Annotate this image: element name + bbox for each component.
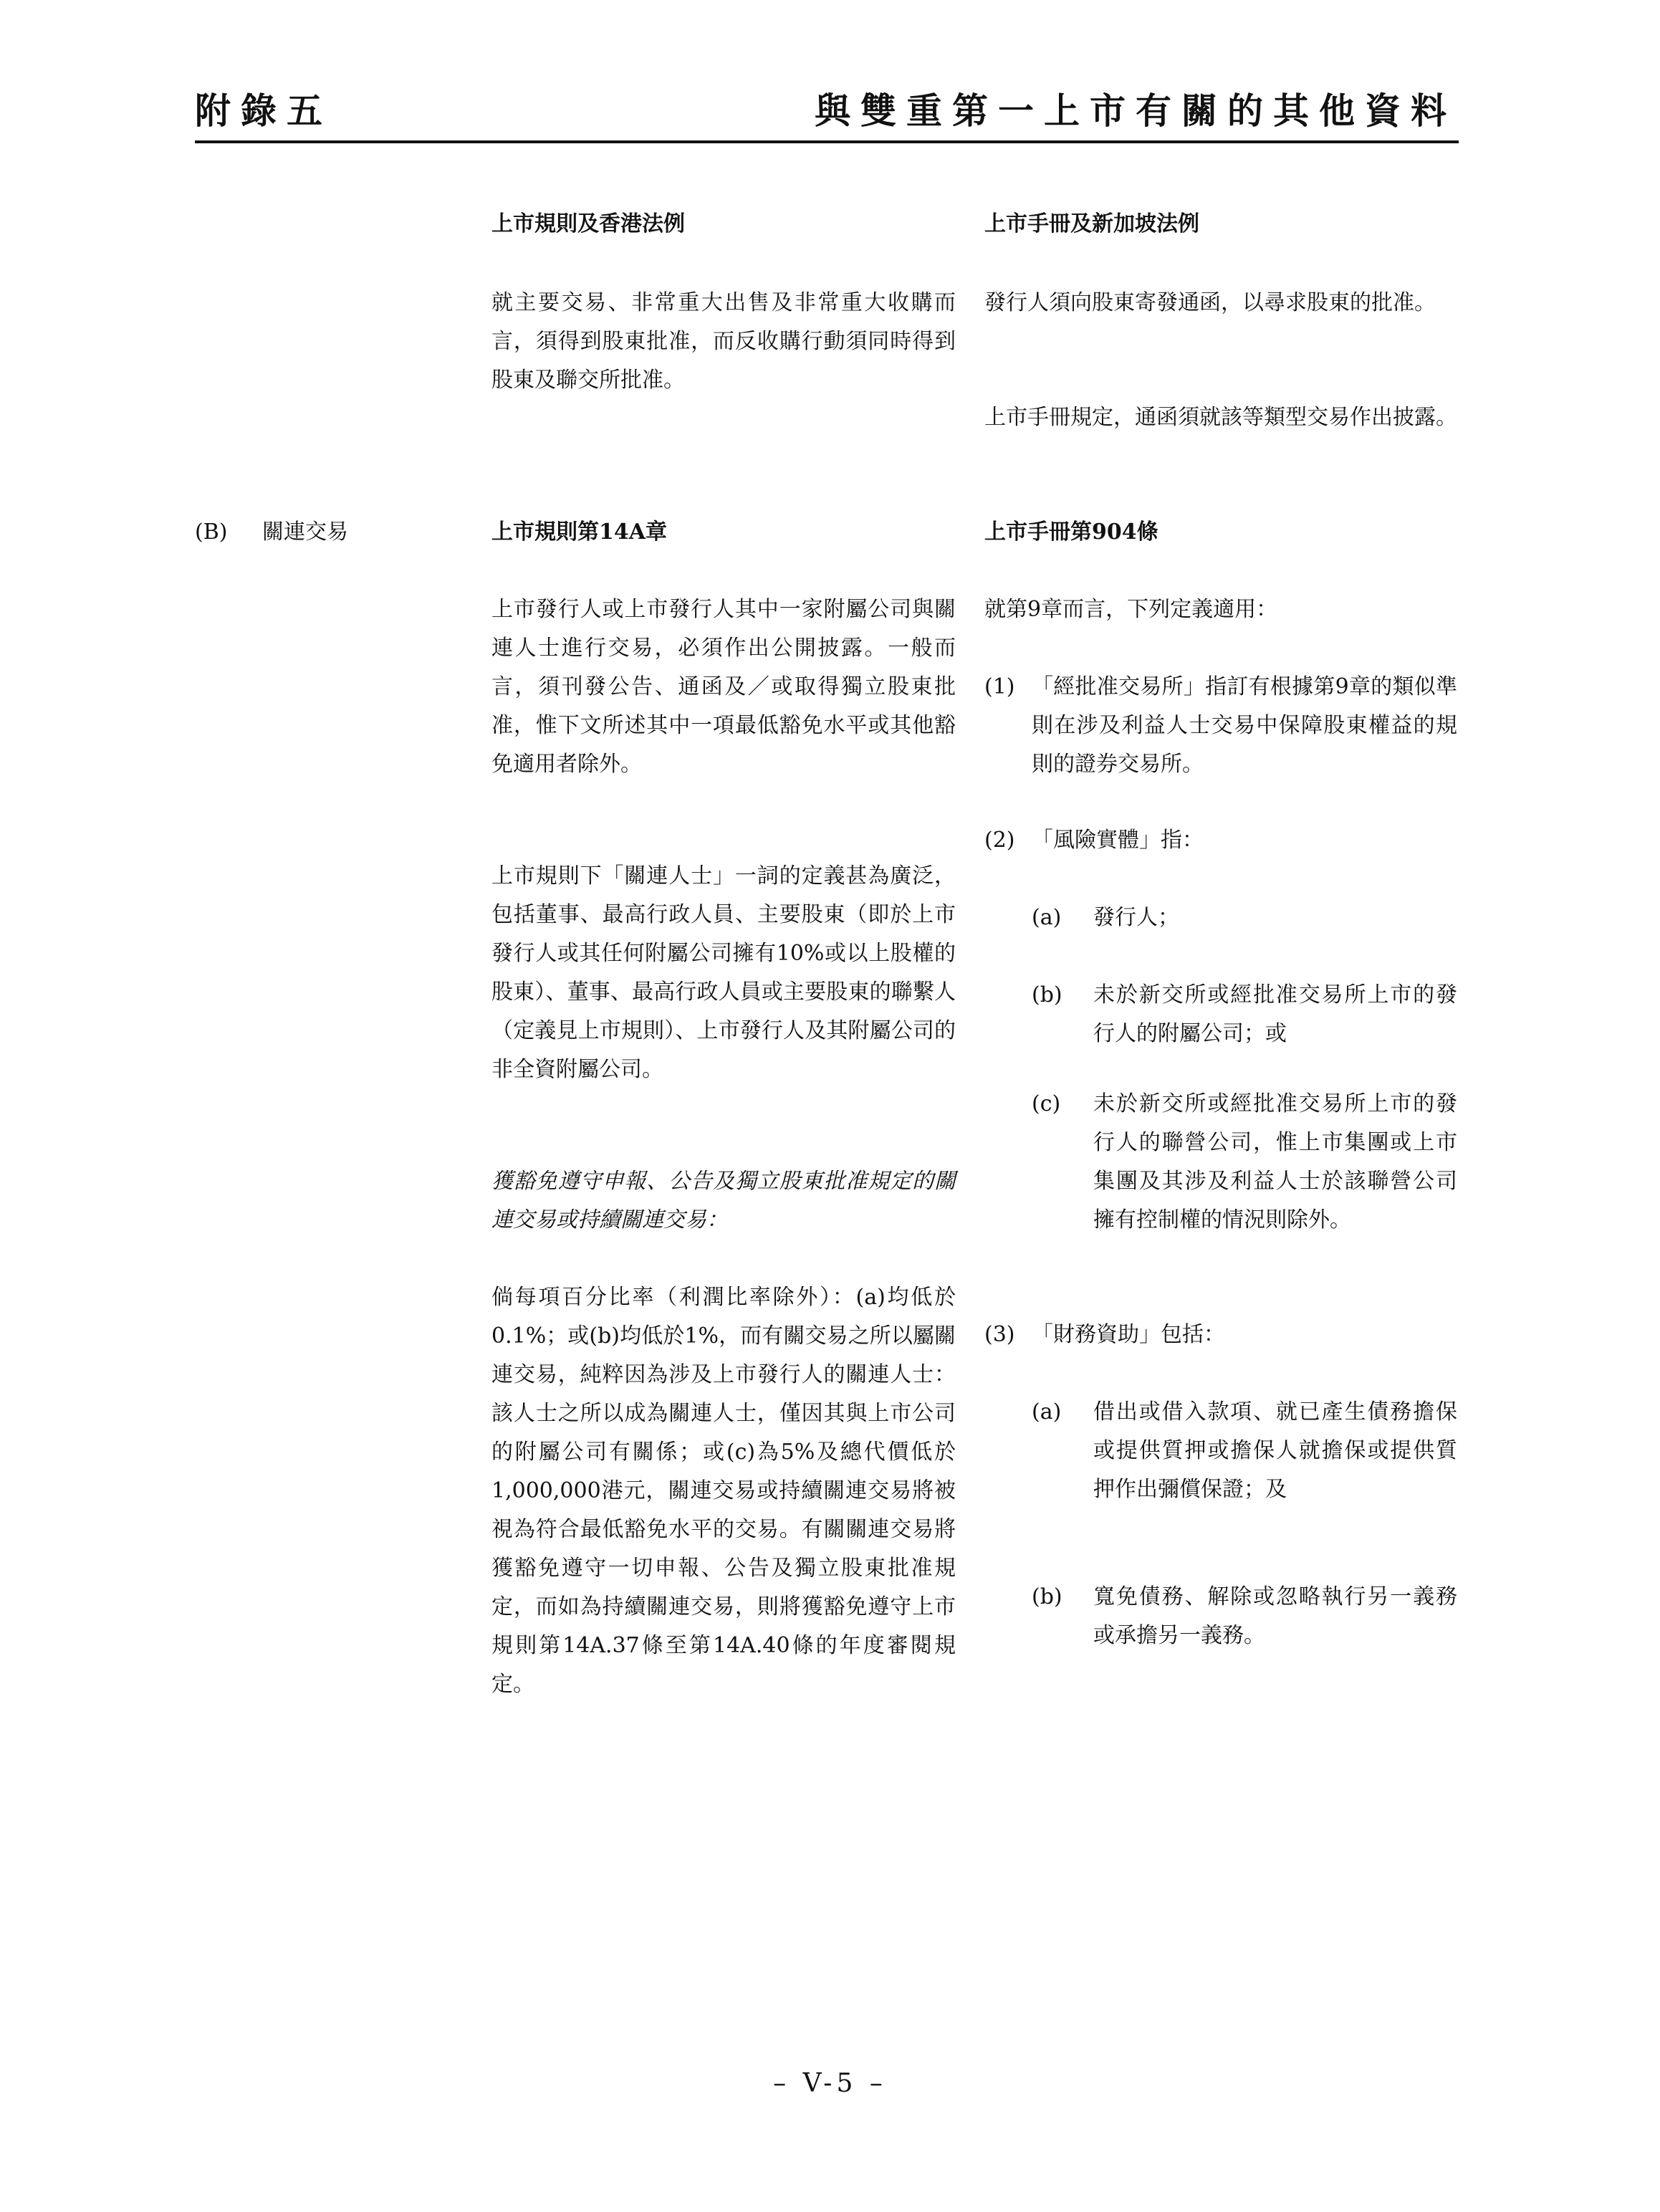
- page-number: – V-5 –: [773, 2069, 887, 2098]
- list-item-text: 發行人；: [1093, 905, 1179, 930]
- section-b-title: 關連交易: [262, 520, 348, 545]
- list-item-label: (a): [1032, 1399, 1062, 1425]
- connected-transactions-paragraph: 上市發行人或上市發行人其中一家附屬公司與關連人士進行交易，必須作出公開披露。一般而言，須刊發公告、通函及／或取得獨立股東批准，惟下文所述其中一項最低豁免水平或其他豁免適用者除外。: [491, 597, 956, 777]
- definitions-intro: 就第9章而言，下列定義適用：: [984, 597, 1278, 622]
- list-item-text: 未於新交所或經批准交易所上市的發行人的附屬公司；或: [1093, 982, 1457, 1046]
- hk-chapter-14a-heading: 上市規則第14A章: [491, 520, 668, 545]
- list-item-label: (a): [1032, 905, 1062, 930]
- definition-text: 「經批准交易所」指訂有根據第9章的類似準則在涉及利益人士交易中保障股東權益的規則的證券交易所。: [1032, 674, 1457, 777]
- definition-text: 「財務資助」包括：: [1032, 1322, 1225, 1347]
- sg-disclosure-paragraph: 上市手冊規定，通函須就該等類型交易作出披露。: [984, 405, 1457, 430]
- definition-text: 「風險實體」指：: [1032, 828, 1204, 853]
- connected-person-definition-paragraph: 上市規則下「關連人士」一詞的定義甚為廣泛，包括董事、最高行政人員、主要股東（即於上市發行人或其任何附屬公司擁有10%或以上股權的股東）、董事、最高行政人員或主要股東的聯繫人（定義見上市規則）、上市發行人及其附屬公司的非全資附屬公司。: [491, 863, 956, 1082]
- section-b-label: (B): [195, 520, 228, 545]
- page-title: 與雙重第一上市有關的其他資料: [815, 90, 1457, 132]
- list-item-text: 借出或借入款項、就已產生債務擔保或提供質押或擔保人就擔保或提供質押作出彌償保證；及: [1093, 1399, 1457, 1502]
- hk-major-transactions-paragraph: 就主要交易、非常重大出售及非常重大收購而言，須得到股東批准，而反收購行動須同時得到股東及聯交所批准。: [491, 290, 956, 393]
- list-item-label: (b): [1032, 982, 1062, 1007]
- sg-rule-904-heading: 上市手冊第904條: [984, 520, 1158, 545]
- list-item-text: 未於新交所或經批准交易所上市的發行人的聯營公司，惟上市集團或上市集團及其涉及利益人士於該聯營公司擁有控制權的情況則除外。: [1093, 1091, 1457, 1232]
- list-item-label: (c): [1032, 1091, 1061, 1116]
- sg-rules-heading: 上市手冊及新加坡法例: [984, 211, 1199, 236]
- definition-number: (1): [984, 674, 1015, 699]
- definition-number: (3): [984, 1322, 1015, 1347]
- list-item-label: (b): [1032, 1584, 1062, 1609]
- header-rule: [195, 140, 1459, 143]
- sg-circular-paragraph: 發行人須向股東寄發通函，以尋求股東的批准。: [984, 290, 1436, 315]
- exemption-subheading: 獲豁免遵守申報、公告及獨立股東批准規定的關連交易或持續關連交易：: [491, 1169, 956, 1232]
- de-minimis-paragraph: 倘每項百分比率（利潤比率除外）：(a)均低於0.1%；或(b)均低於1%，而有關交易之所以屬關連交易，純粹因為涉及上市發行人的關連人士：該人士之所以成為關連人士，僅因其與上市公司的附屬公司有關係；或(c)為5%及總代價低於1,000,000港元，關連交易或持續關連交易將被視為符合最低豁免水平的交易。有關關連交易將獲豁免遵守一切申報、公告及獨立股東批准規定，而如為持續關連交易，則將獲豁免遵守上市規則第14A.37條至第14A.40條的年度審閱規定。: [491, 1285, 956, 1697]
- list-item-text: 寬免債務、解除或忽略執行另一義務或承擔另一義務。: [1093, 1584, 1457, 1648]
- definition-number: (2): [984, 828, 1015, 853]
- appendix-label: 附錄五: [195, 90, 332, 132]
- hk-rules-heading: 上市規則及香港法例: [491, 211, 685, 236]
